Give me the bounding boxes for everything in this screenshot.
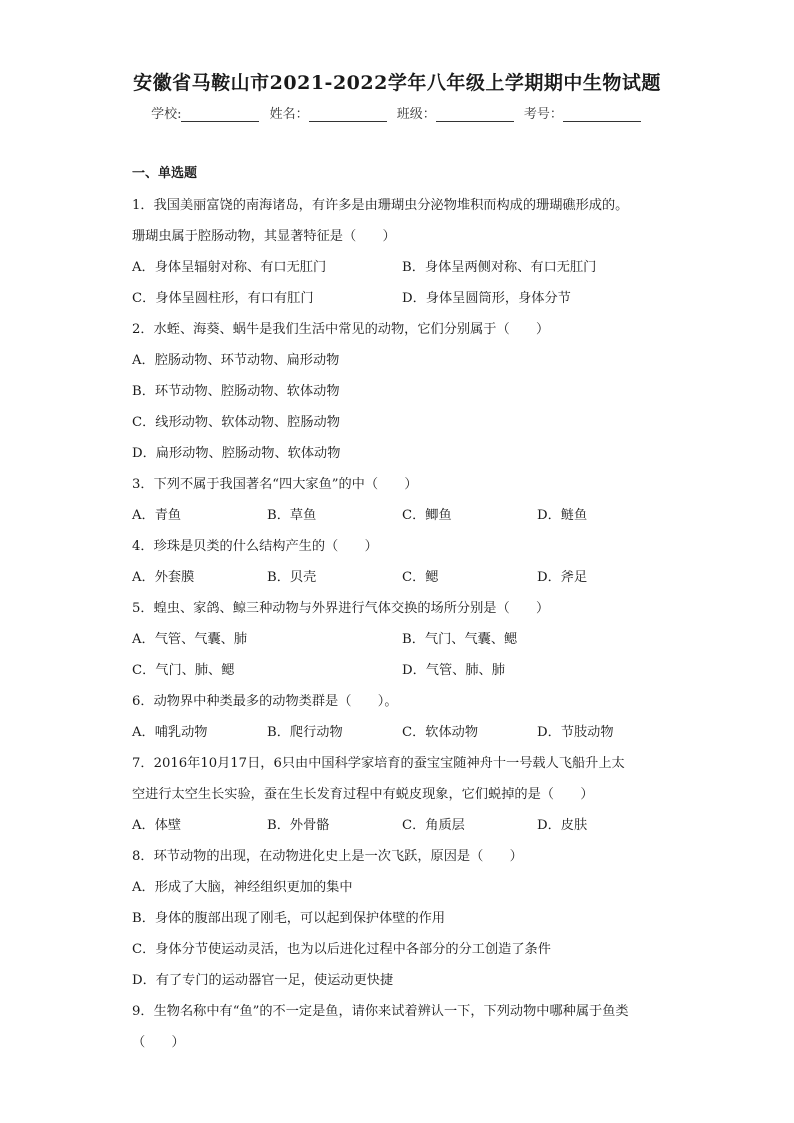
answer-option[interactable]: A．青鱼 [132, 508, 182, 523]
school-field [151, 103, 261, 122]
question-stem: 1．我国美丽富饶的南海诸岛，有许多是由珊瑚虫分泌物堆积而构成的珊瑚礁形成的。 [132, 198, 629, 213]
question-6 [132, 686, 672, 748]
question-1 [132, 190, 672, 314]
question-stem: 2．水蛭、海葵、蜗牛是我们生活中常见的动物，它们分别属于（ ） [132, 322, 550, 337]
question-stem: 珊瑚虫属于腔肠动物，其显著特征是（ ） [132, 229, 396, 244]
question-stem: 7．2016年10月17日，6只由中国科学家培育的蚕宝宝随神舟十一号载人飞船升上太 [132, 756, 625, 771]
answer-option[interactable]: D．斧足 [537, 570, 588, 585]
question-stem: 6．动物界中种类最多的动物类群是（ ）。 [132, 694, 398, 709]
question-stem: 9．生物名称中有“鱼”的不一定是鱼，请你来试着辨认一下，下列动物中哪种属于鱼类 [132, 1004, 629, 1019]
answer-option[interactable]: D．身体呈圆筒形，身体分节 [402, 291, 571, 306]
answer-option[interactable]: C．软体动物 [402, 725, 479, 740]
class-field [397, 103, 516, 122]
school-blank[interactable] [181, 107, 259, 122]
options-row [132, 624, 672, 655]
question-stem: （ ） [132, 1035, 185, 1050]
class-blank[interactable] [436, 107, 514, 122]
question-5 [132, 593, 672, 686]
answer-option[interactable]: C．身体呈圆柱形，有口有肛门 [132, 291, 314, 306]
answer-option[interactable]: B．气门、气囊、鳃 [402, 632, 518, 647]
answer-option[interactable]: D．扁形动物、腔肠动物、软体动物 [132, 446, 341, 461]
answer-option[interactable]: A．腔肠动物、环节动物、扁形动物 [132, 353, 340, 368]
answer-option[interactable]: C．角质层 [402, 818, 465, 833]
options-row [132, 283, 672, 314]
answer-option[interactable]: D．鲢鱼 [537, 508, 588, 523]
exam-number-label: 考号： [523, 107, 563, 122]
answer-option[interactable]: C．身体分节使运动灵活，也为以后进化过程中各部分的分工创造了条件 [132, 942, 551, 957]
answer-option[interactable]: B．身体呈两侧对称、有口无肛门 [402, 260, 597, 275]
answer-option[interactable]: C．鲫鱼 [402, 508, 452, 523]
options-row [132, 655, 672, 686]
question-list [132, 160, 672, 1058]
question-stem: 空进行太空生长实验，蚕在生长发育过程中有蜕皮现象，它们蜕掉的是（ ） [132, 787, 594, 802]
question-7 [132, 748, 672, 841]
options-row [132, 717, 672, 748]
question-2 [132, 314, 672, 469]
answer-option[interactable]: A．体壁 [132, 818, 182, 833]
question-stem: 8．环节动物的出现，在动物进化史上是一次飞跃，原因是（ ） [132, 849, 523, 864]
question-stem: 4．珍珠是贝类的什么结构产生的（ ） [132, 539, 378, 554]
answer-option[interactable]: D．有了专门的运动器官一足，使运动更快捷 [132, 973, 394, 988]
answer-option[interactable]: C．鳃 [402, 570, 439, 585]
answer-option[interactable]: C．气门、肺、鳃 [132, 663, 235, 678]
options-row [132, 810, 672, 841]
options-row [132, 500, 672, 531]
answer-option[interactable]: A．哺乳动物 [132, 725, 208, 740]
answer-option[interactable]: B．爬行动物 [267, 725, 343, 740]
answer-option[interactable]: D．皮肤 [537, 818, 588, 833]
question-9 [132, 996, 672, 1058]
answer-option[interactable]: C．线形动物、软体动物、腔肠动物 [132, 415, 340, 430]
name-blank[interactable] [309, 107, 387, 122]
answer-option[interactable]: D．气管、肺、肺 [402, 663, 505, 678]
name-field [270, 103, 389, 122]
name-label: 姓名： [269, 107, 309, 122]
exam-number-field [524, 103, 643, 122]
class-label: 班级： [396, 107, 436, 122]
answer-option[interactable]: B．身体的腹部出现了刚毛，可以起到保护体壁的作用 [132, 911, 446, 926]
options-row [132, 252, 672, 283]
question-4 [132, 531, 672, 593]
answer-option[interactable]: A．外套膜 [132, 570, 195, 585]
exam-number-blank[interactable] [563, 107, 641, 122]
answer-option[interactable]: B．外骨骼 [267, 818, 330, 833]
answer-option[interactable]: D．节肢动物 [537, 725, 614, 740]
answer-option[interactable]: B．贝壳 [267, 570, 317, 585]
options-row [132, 562, 672, 593]
answer-option[interactable]: A．气管、气囊、肺 [132, 632, 248, 647]
answer-option[interactable]: B．草鱼 [267, 508, 317, 523]
page-title: 安徽省马鞍山市2021-2022学年八年级上学期期中生物试题 [133, 72, 661, 94]
student-info-row [0, 103, 794, 122]
question-stem: 5．蝗虫、家鸽、鲸三种动物与外界进行气体交换的场所分别是（ ） [132, 601, 550, 616]
question-stem: 3．下列不属于我国著名“四大家鱼”的中（ ） [132, 477, 418, 492]
school-label: 学校: [151, 107, 182, 122]
answer-option[interactable]: A．身体呈辐射对称、有口无肛门 [132, 260, 327, 275]
answer-option[interactable]: A．形成了大脑，神经组织更加的集中 [132, 880, 353, 895]
question-8 [132, 841, 672, 996]
answer-option[interactable]: B．环节动物、腔肠动物、软体动物 [132, 384, 340, 399]
section-heading: 一、单选题 [132, 166, 198, 181]
question-3 [132, 469, 672, 531]
